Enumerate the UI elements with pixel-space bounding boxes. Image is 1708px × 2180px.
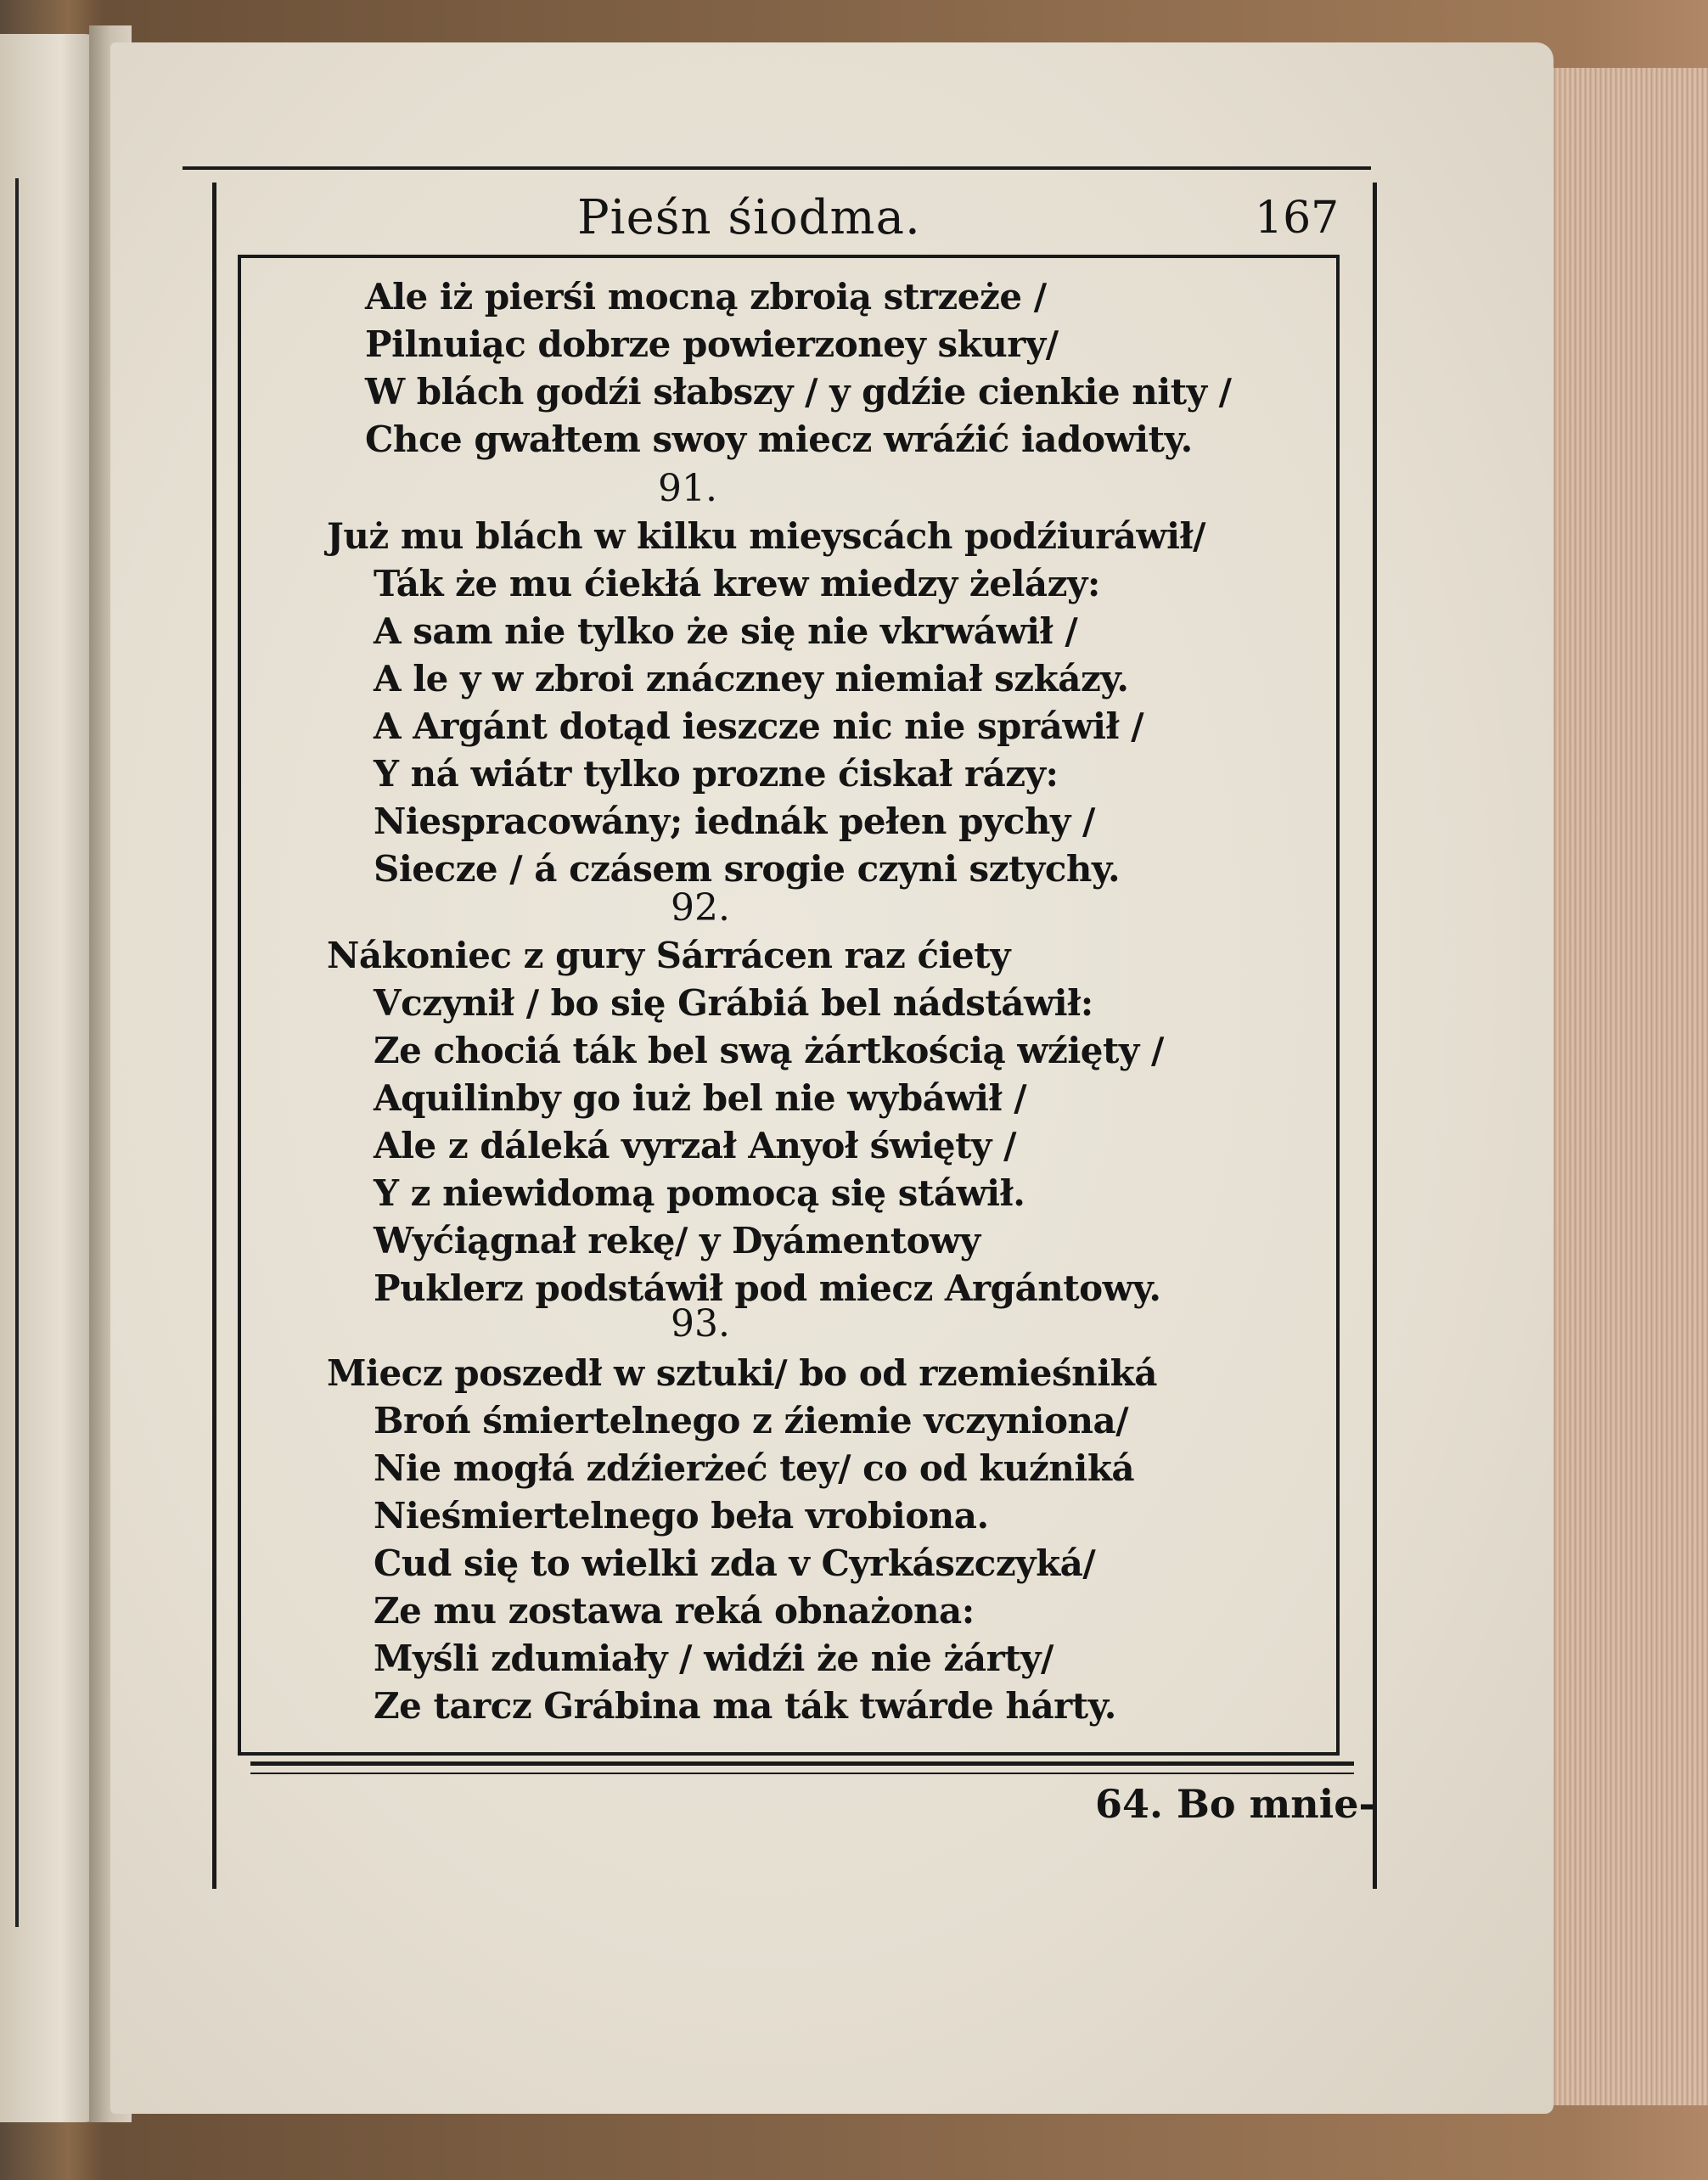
catchword: Bo mnie- bbox=[1177, 1781, 1375, 1827]
verse-line: Nie mogłá zdźierżeć tey/ co od kuźniká bbox=[374, 1447, 1135, 1489]
verse-line: Y z niewidomą pomocą się stáwił. bbox=[374, 1172, 1025, 1214]
verse-line: Ze mu zostawa reká obnażona: bbox=[374, 1590, 975, 1632]
left-page-edge bbox=[0, 34, 102, 2122]
verse-line: Niespracowány; iednák pełen pychy / bbox=[374, 801, 1095, 842]
verse-line: Nákoniec z gury Sárrácen raz ćiety bbox=[327, 935, 1010, 976]
page-block-edges bbox=[1545, 68, 1708, 2105]
verse-line: A Argánt dotąd ieszcze nic nie spráwił / bbox=[374, 705, 1144, 747]
verse-line: A le y w zbroi znáczney niemiał szkázy. bbox=[374, 658, 1129, 700]
frame-bottom-rule-thin bbox=[250, 1773, 1354, 1774]
frame-bottom-rule bbox=[250, 1761, 1354, 1766]
verse-line: Ták że mu ćiekłá krew miedzy żelázy: bbox=[374, 563, 1100, 604]
verse-line: Ze chociá ták bel swą żártkością wźięty / bbox=[374, 1030, 1164, 1071]
page-title: Pieśn śiodma. bbox=[577, 190, 921, 245]
left-page-rule bbox=[15, 178, 19, 1927]
verse-line: Siecze / á czásem srogie czyni sztychy. bbox=[374, 848, 1121, 890]
stanza-number: 93. bbox=[671, 1302, 730, 1346]
verse-line: Myśli zdumiały / widźi że nie żárty/ bbox=[374, 1638, 1053, 1679]
verse-line: W blách godźi słabszy / y gdźie cienkie nity / bbox=[365, 371, 1232, 413]
verse-line: Wyćiągnał rekę/ y Dyámentowy bbox=[374, 1220, 980, 1261]
verse-line: Już mu blách w kilku mieyscách podźiuráwił/ bbox=[327, 515, 1206, 557]
verse-line: Ze tarcz Grábina ma ták twárde hárty. bbox=[374, 1685, 1116, 1727]
verse-line: Pilnuiąc dobrze powierzoney skury/ bbox=[365, 323, 1059, 365]
verse-line: Chce gwałtem swoy miecz wráźić iadowity. bbox=[365, 419, 1193, 460]
signature-mark: 64. bbox=[1095, 1781, 1164, 1827]
verse-line: Cud się to wielki zda v Cyrkászczyká/ bbox=[374, 1542, 1096, 1584]
verse-line: A sam nie tylko że się nie vkrwáwił / bbox=[374, 610, 1078, 652]
frame-top-rule bbox=[183, 166, 1371, 170]
verse-line: Broń śmiertelnego z źiemie vczyniona/ bbox=[374, 1400, 1129, 1441]
verse-line: Y ná wiátr tylko prozne ćiskał rázy: bbox=[374, 753, 1059, 795]
stanza-number: 91. bbox=[658, 467, 717, 510]
verse-line: Ale z dáleká vyrzał Anyoł święty / bbox=[374, 1125, 1016, 1166]
page-number: 167 bbox=[1255, 193, 1340, 244]
verse-line: Aquilinby go iuż bel nie wybáwił / bbox=[374, 1077, 1027, 1119]
stanza-number: 92. bbox=[671, 886, 730, 930]
verse-line: Puklerz podstáwił pod miecz Argántowy. bbox=[374, 1267, 1161, 1309]
verse-line: Ale iż pierśi mocną zbroią strzeże / bbox=[365, 276, 1047, 317]
footer-line bbox=[1095, 1778, 1375, 1829]
verse-line: Nieśmiertelnego beła vrobiona. bbox=[374, 1495, 989, 1537]
verse-line: Vczynił / bo się Grábiá bel nádstáwił: bbox=[374, 982, 1093, 1024]
verse-line: Miecz poszedł w sztuki/ bo od rzemieśniká bbox=[327, 1352, 1157, 1394]
